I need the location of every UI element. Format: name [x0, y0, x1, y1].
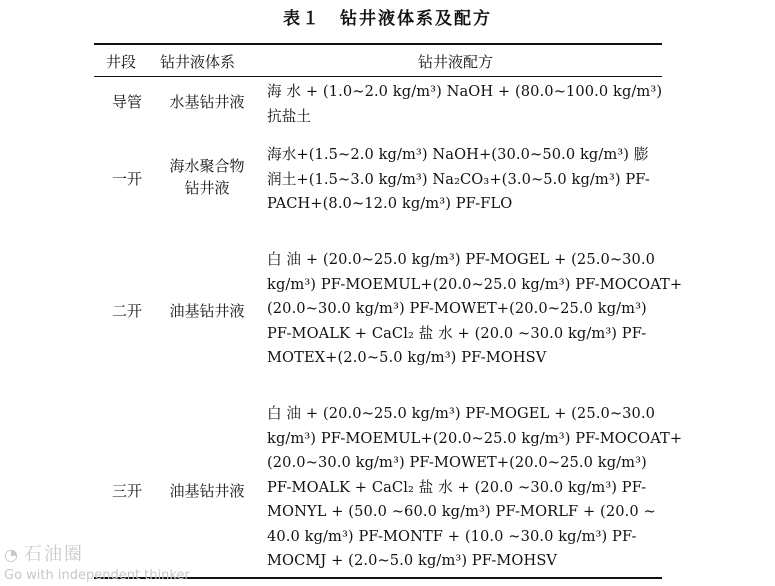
watermark-logo: 石油圈 [23, 544, 84, 565]
system-line: 水基钻井液 [169, 93, 245, 111]
recipe-line: MOCMJ + (2.0~5.0 kg/m³) PF-MOHSV [267, 552, 558, 569]
recipe-line: kg/m³) PF-MOEMUL+(20.0~25.0 kg/m³) PF-MOCOAT+ [267, 275, 683, 293]
header-stage: 井段 [106, 53, 137, 71]
recipe-line: 抗盐土 [267, 107, 312, 125]
stage-cell: 导管 [111, 93, 142, 111]
system-cell [152, 91, 262, 113]
system-line: 钻井液 [184, 179, 230, 197]
stage-cell: 三开 [111, 482, 142, 500]
drop-icon: ◔ [4, 545, 20, 564]
recipe-line: MOTEX+(2.0~5.0 kg/m³) PF-MOHSV [267, 349, 547, 366]
header-system: 钻井液体系 [160, 53, 236, 71]
recipe-line: PF-MOALK + CaCl₂ 盐 水 + (20.0 ~30.0 kg/m³) PF- [267, 324, 647, 342]
system-line: 油基钻井液 [169, 482, 245, 500]
watermark [4, 540, 190, 583]
recipe-cell [267, 402, 683, 574]
recipe-line: 海 水 + (1.0~2.0 kg/m³) NaOH + (80.0~100.0 kg/m³) [267, 83, 663, 100]
system-cell [152, 480, 262, 502]
recipe-line: kg/m³) PF-MOEMUL+(20.0~25.0 kg/m³) PF-MOCOAT+ [267, 429, 683, 447]
recipe-line: 白 油 + (20.0~25.0 kg/m³) PF-MOGEL + (25.0~30.0 [267, 405, 656, 422]
header-recipe: 钻井液配方 [418, 53, 494, 71]
recipe-cell [267, 143, 659, 217]
recipe-line: (20.0~30.0 kg/m³) PF-MOWET+(20.0~25.0 kg/m³) [267, 454, 647, 471]
recipe-line: MONYL + (50.0 ~60.0 kg/m³) PF-MORLF + (20.0 ~ [267, 503, 656, 520]
recipe-line: 白 油 + (20.0~25.0 kg/m³) PF-MOGEL + (25.0~30.0 [267, 251, 656, 268]
stage-cell: 一开 [111, 170, 142, 188]
table-title: 表１ 钻井液体系及配方 [283, 9, 492, 29]
recipe-cell [267, 80, 663, 129]
recipe-line: 海水+(1.5~2.0 kg/m³) NaOH+(30.0~50.0 kg/m³) 膨 [267, 146, 649, 163]
recipe-line: PF-MOALK + CaCl₂ 盐 水 + (20.0 ~30.0 kg/m³) PF- [267, 478, 647, 496]
recipe-line: (20.0~30.0 kg/m³) PF-MOWET+(20.0~25.0 kg/m³) [267, 300, 647, 317]
header-rule [94, 76, 662, 77]
recipe-line: 40.0 kg/m³) PF-MONTF + (10.0 ~30.0 kg/m³) PF- [267, 527, 637, 545]
top-rule [94, 43, 662, 45]
system-cell [152, 300, 262, 322]
system-line: 油基钻井液 [169, 302, 245, 320]
system-line: 海水聚合物 [169, 157, 245, 175]
stage-cell: 二开 [111, 302, 142, 320]
recipe-line: 润土+(1.5~3.0 kg/m³) Na₂CO₃+(3.0~5.0 kg/m³) PF- [267, 170, 650, 188]
recipe-line: PACH+(8.0~12.0 kg/m³) PF-FLO [267, 195, 513, 212]
recipe-cell [267, 248, 683, 371]
watermark-tagline: Go with independent thinker [4, 568, 190, 583]
system-cell [152, 155, 262, 199]
